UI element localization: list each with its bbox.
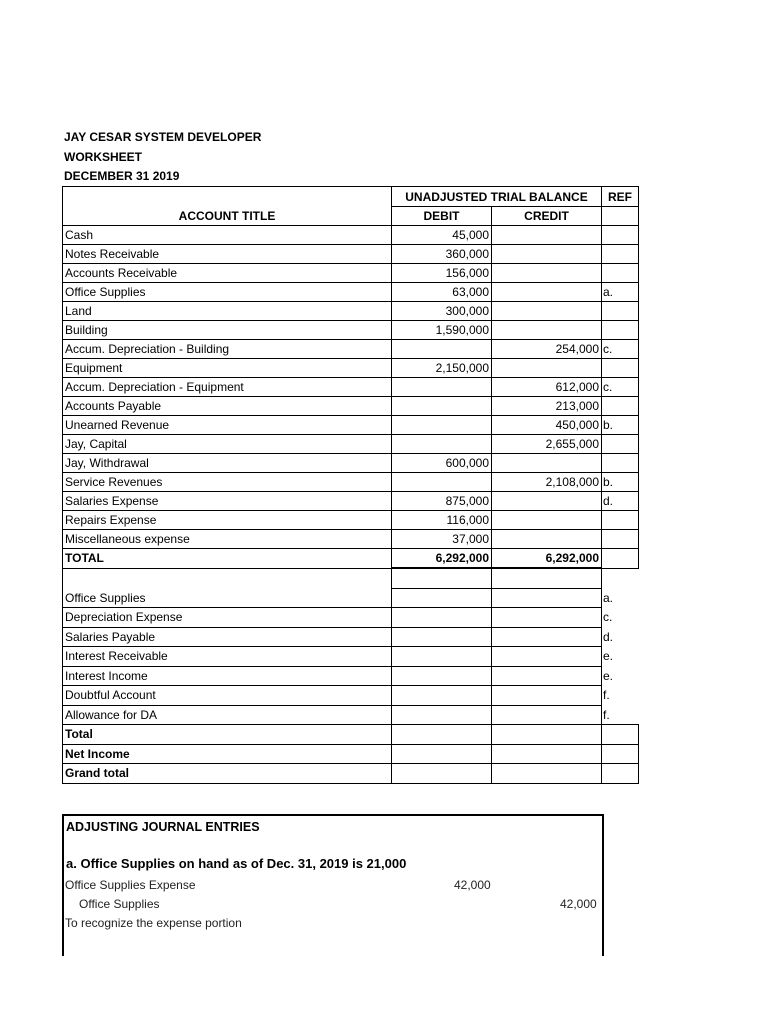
credit-amount: 450,000 bbox=[492, 416, 602, 435]
debit-amount: 300,000 bbox=[392, 302, 492, 321]
ref-code: c. bbox=[602, 378, 639, 397]
account-title: Unearned Revenue bbox=[63, 416, 392, 435]
account-title: Cash bbox=[63, 226, 392, 245]
debit-amount: 156,000 bbox=[392, 264, 492, 283]
account-title: Salaries Expense bbox=[63, 492, 392, 511]
ref-code bbox=[602, 359, 639, 378]
ref-code: b. bbox=[602, 416, 639, 435]
adjustment-row bbox=[63, 588, 639, 608]
account-row bbox=[63, 226, 639, 245]
account-row bbox=[63, 340, 639, 359]
ref-code: f. bbox=[602, 686, 639, 706]
credit-amount: 2,108,000 bbox=[492, 473, 602, 492]
credit-amount bbox=[492, 511, 602, 530]
account-title: Miscellaneous expense bbox=[63, 530, 392, 549]
account-title: Land bbox=[63, 302, 392, 321]
entry-a-debit-account: Office Supplies Expense bbox=[65, 878, 196, 892]
ref-code: b. bbox=[602, 473, 639, 492]
debit-amount bbox=[392, 627, 492, 647]
account-title: Depreciation Expense bbox=[63, 608, 392, 628]
debit-amount bbox=[392, 744, 492, 764]
debit-amount bbox=[392, 397, 492, 416]
account-row bbox=[63, 397, 639, 416]
spacer-cell bbox=[492, 568, 602, 588]
ref-header: REF bbox=[602, 187, 639, 207]
credit-amount bbox=[492, 226, 602, 245]
summary-row bbox=[63, 744, 639, 764]
debit-amount: 600,000 bbox=[392, 454, 492, 473]
account-row bbox=[63, 454, 639, 473]
debit-amount: 1,590,000 bbox=[392, 321, 492, 340]
summary-row bbox=[63, 764, 639, 784]
credit-amount: 2,655,000 bbox=[492, 435, 602, 454]
account-title: TOTAL bbox=[63, 549, 392, 569]
credit-amount bbox=[492, 454, 602, 473]
adjustment-row bbox=[63, 627, 639, 647]
ref-code bbox=[602, 744, 639, 764]
ref-code bbox=[602, 511, 639, 530]
account-row bbox=[63, 492, 639, 511]
ref-code: a. bbox=[602, 588, 639, 608]
account-title: Notes Receivable bbox=[63, 245, 392, 264]
ref-code bbox=[602, 264, 639, 283]
account-title: Service Revenues bbox=[63, 473, 392, 492]
ref-code bbox=[602, 302, 639, 321]
debit-amount bbox=[392, 686, 492, 706]
credit-amount bbox=[492, 321, 602, 340]
debit-amount: 37,000 bbox=[392, 530, 492, 549]
debit-amount: 6,292,000 bbox=[392, 549, 492, 569]
account-title: Accounts Receivable bbox=[63, 264, 392, 283]
credit-amount bbox=[492, 588, 602, 608]
ref-code: f. bbox=[602, 705, 639, 725]
ref-code bbox=[602, 530, 639, 549]
group-header: UNADJUSTED TRIAL BALANCE bbox=[392, 187, 602, 207]
account-title: Interest Receivable bbox=[63, 647, 392, 667]
account-title: Accounts Payable bbox=[63, 397, 392, 416]
credit-amount bbox=[492, 705, 602, 725]
ref-code bbox=[602, 245, 639, 264]
account-title: Equipment bbox=[63, 359, 392, 378]
summary-title: Net Income bbox=[63, 744, 392, 764]
account-title: Office Supplies bbox=[63, 588, 392, 608]
credit-amount: 6,292,000 bbox=[492, 549, 602, 569]
account-title: Accum. Depreciation - Building bbox=[63, 340, 392, 359]
entry-a-credit-account: Office Supplies bbox=[79, 897, 160, 911]
debit-amount: 45,000 bbox=[392, 226, 492, 245]
credit-amount bbox=[492, 608, 602, 628]
credit-amount bbox=[492, 492, 602, 511]
credit-amount: 213,000 bbox=[492, 397, 602, 416]
header-row-columns bbox=[63, 207, 639, 226]
debit-amount bbox=[392, 764, 492, 784]
adjustment-row bbox=[63, 647, 639, 667]
ref-code bbox=[602, 725, 639, 745]
debit-amount: 2,150,000 bbox=[392, 359, 492, 378]
account-row bbox=[63, 416, 639, 435]
account-title: Accum. Depreciation - Equipment bbox=[63, 378, 392, 397]
spacer-cell bbox=[392, 568, 492, 588]
adjusting-entries-box bbox=[62, 814, 604, 956]
credit-amount bbox=[492, 359, 602, 378]
entry-a-debit-amount: 42,000 bbox=[454, 878, 491, 892]
credit-amount bbox=[492, 725, 602, 745]
ref-code: a. bbox=[602, 283, 639, 302]
account-row bbox=[63, 321, 639, 340]
ref-code: d. bbox=[602, 627, 639, 647]
account-title: Repairs Expense bbox=[63, 511, 392, 530]
spacer-cell bbox=[602, 568, 639, 588]
debit-amount: 63,000 bbox=[392, 283, 492, 302]
account-title-header: ACCOUNT TITLE bbox=[63, 207, 392, 226]
worksheet-title: WORKSHEET bbox=[64, 150, 142, 164]
account-row bbox=[63, 359, 639, 378]
journal-title: ADJUSTING JOURNAL ENTRIES bbox=[66, 820, 260, 834]
credit-amount bbox=[492, 264, 602, 283]
debit-amount bbox=[392, 416, 492, 435]
total-row bbox=[63, 549, 639, 569]
account-title: Interest Income bbox=[63, 666, 392, 686]
debit-amount bbox=[392, 378, 492, 397]
account-title: Office Supplies bbox=[63, 283, 392, 302]
debit-amount bbox=[392, 666, 492, 686]
account-title: Doubtful Account bbox=[63, 686, 392, 706]
account-title: Jay, Withdrawal bbox=[63, 454, 392, 473]
ref-code: c. bbox=[602, 340, 639, 359]
credit-amount bbox=[492, 764, 602, 784]
debit-amount: 360,000 bbox=[392, 245, 492, 264]
company-name: JAY CESAR SYSTEM DEVELOPER bbox=[64, 130, 262, 144]
adjustment-row bbox=[63, 666, 639, 686]
ref-code bbox=[602, 764, 639, 784]
ref-code bbox=[602, 226, 639, 245]
debit-amount bbox=[392, 588, 492, 608]
debit-header: DEBIT bbox=[392, 207, 492, 226]
account-row bbox=[63, 530, 639, 549]
credit-amount: 612,000 bbox=[492, 378, 602, 397]
entry-a-credit-amount: 42,000 bbox=[560, 897, 597, 911]
ref-code bbox=[602, 435, 639, 454]
credit-amount bbox=[492, 245, 602, 264]
account-title: Jay, Capital bbox=[63, 435, 392, 454]
debit-amount bbox=[392, 435, 492, 454]
adjustment-row bbox=[63, 608, 639, 628]
ref-header-spacer bbox=[602, 207, 639, 226]
entry-a-heading: a. Office Supplies on hand as of Dec. 31, 2019 is 21,000 bbox=[66, 856, 407, 871]
account-row bbox=[63, 302, 639, 321]
credit-amount bbox=[492, 530, 602, 549]
credit-amount bbox=[492, 666, 602, 686]
account-row bbox=[63, 473, 639, 492]
debit-amount bbox=[392, 340, 492, 359]
debit-amount: 875,000 bbox=[392, 492, 492, 511]
ref-code: e. bbox=[602, 666, 639, 686]
worksheet-table bbox=[62, 186, 639, 784]
credit-amount bbox=[492, 302, 602, 321]
summary-title: Grand total bbox=[63, 764, 392, 784]
header-row-group bbox=[63, 187, 639, 207]
debit-amount bbox=[392, 705, 492, 725]
account-title: Salaries Payable bbox=[63, 627, 392, 647]
debit-amount bbox=[392, 647, 492, 667]
account-row bbox=[63, 264, 639, 283]
account-row bbox=[63, 435, 639, 454]
credit-amount bbox=[492, 686, 602, 706]
account-title: Allowance for DA bbox=[63, 705, 392, 725]
summary-row bbox=[63, 725, 639, 745]
ref-code: d. bbox=[602, 492, 639, 511]
ref-code: e. bbox=[602, 647, 639, 667]
worksheet-date: DECEMBER 31 2019 bbox=[64, 169, 180, 183]
debit-amount bbox=[392, 725, 492, 745]
adjustment-row bbox=[63, 686, 639, 706]
ref-code bbox=[602, 321, 639, 340]
credit-amount bbox=[492, 647, 602, 667]
spacer-row bbox=[63, 568, 639, 588]
spacer-cell bbox=[63, 568, 392, 588]
debit-amount bbox=[392, 473, 492, 492]
ref-code bbox=[602, 549, 639, 569]
debit-amount: 116,000 bbox=[392, 511, 492, 530]
ref-code: c. bbox=[602, 608, 639, 628]
entry-a-explanation: To recognize the expense portion bbox=[65, 916, 242, 930]
account-title: Building bbox=[63, 321, 392, 340]
credit-amount bbox=[492, 627, 602, 647]
credit-amount: 254,000 bbox=[492, 340, 602, 359]
debit-amount bbox=[392, 608, 492, 628]
credit-amount bbox=[492, 283, 602, 302]
account-row bbox=[63, 245, 639, 264]
summary-title: Total bbox=[63, 725, 392, 745]
account-row bbox=[63, 378, 639, 397]
credit-header: CREDIT bbox=[492, 207, 602, 226]
ref-code bbox=[602, 397, 639, 416]
adjustment-row bbox=[63, 705, 639, 725]
ref-code bbox=[602, 454, 639, 473]
account-header-spacer bbox=[63, 187, 392, 207]
account-row bbox=[63, 511, 639, 530]
credit-amount bbox=[492, 744, 602, 764]
account-row bbox=[63, 283, 639, 302]
